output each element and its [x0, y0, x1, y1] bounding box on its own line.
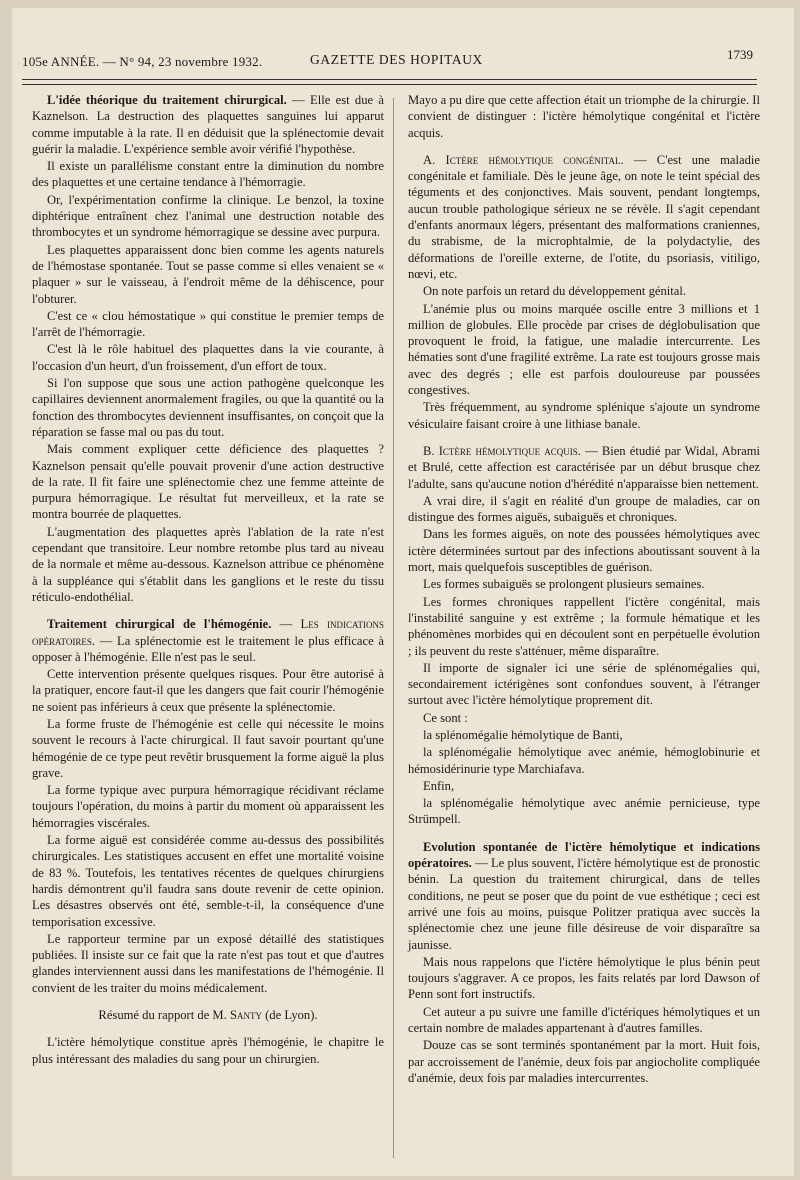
paragraph-text: La forme typique avec purpura hémorragique récidivant réclame toujours l'opération, du moins à partir du moment où apparaissent les hémorragies viscérales. — [32, 783, 384, 830]
paragraph — [408, 660, 760, 709]
paragraph-text: Le rapporteur termine par un exposé détaillé des statistiques publiées. Il insiste sur ce fait que la rate n'est pas tout et que d'autres glandes interviennent aussi dans les manifestations de l'hémogénie. Il convient de les traiter du moins médicalement. — [32, 931, 384, 995]
paragraph — [408, 283, 760, 299]
paragraph-tail: — Bien étudié par Widal, Abrami et Brulé, cette affection est caractérisée par un début brusque chez l'adulte, sans qu'aucune notion d'hérédité n'apparaisse bien nettement. — [408, 443, 761, 491]
right-column — [408, 92, 760, 1087]
paragraph-lead: Evolution spontanée de l'ictère hémolytique et indications opératoires. — [408, 839, 760, 871]
paragraph-text: On note parfois un retard du développement génital. — [423, 284, 686, 299]
paragraph-label: B. — [423, 443, 439, 458]
paragraph — [408, 839, 760, 953]
paragraph-text: Cet auteur a pu suivre une famille d'ictériques hémolytiques et un certain nombre de malades appartenant à d'autres familles. — [408, 1004, 760, 1036]
journal-title: GAZETTE DES HOPITAUX — [310, 52, 483, 67]
page-number: 1739 — [727, 47, 753, 62]
paragraph-text: Les formes subaiguës se prolongent plusieurs semaines. — [423, 577, 705, 592]
paragraph-text: la splénomégalie hémolytique avec anémie, hémoglobinurie et hémosidérinurie type Marchiafava. — [408, 745, 760, 776]
paragraph-text: A vrai dire, il s'agit en réalité d'un groupe de maladies, car on distingue des formes aiguës, subaiguës et chroniques. — [408, 493, 760, 525]
paragraph-text: la splénomégalie hémolytique de Banti, — [423, 727, 623, 742]
paragraph — [32, 441, 384, 522]
paragraph — [408, 576, 760, 592]
paragraph — [32, 524, 384, 605]
paragraph-lead: Traitement chirurgical de l'hémogénie. — [47, 617, 272, 632]
header-rule-thick — [22, 79, 757, 80]
paragraph-tail: (de Lyon). — [261, 1008, 318, 1023]
paragraph — [408, 744, 760, 777]
paragraph-text: Si l'on suppose que sous une action pathogène quelconque les capillaires deviennent anormalement fragiles, ou que la quantité ou la fonction des thrombocytes deviennent insuffisantes, on conçoit que la réparation se fasse mal ou pas du tout. — [32, 376, 384, 439]
paragraph-label: A. — [423, 152, 446, 167]
paragraph-text: Cette intervention présente quelques risques. Pour être autorisé à la pratiquer, encore faut-il que les dangers que fait courir l'hémogénie ne soient pas inférieurs à ceux que présente la splénectomie. — [32, 667, 384, 714]
paragraph — [32, 341, 384, 374]
page-header — [22, 44, 767, 72]
paragraph-text: Très fréquemment, au syndrome splénique s'ajoute un syndrome vésiculaire faisant croire à une lithiase banale. — [408, 400, 760, 431]
small-caps-term: Les indications opératoires. — [32, 617, 384, 648]
paragraph-text: Dans les formes aiguës, on note des poussées hémolytiques avec ictère déterminées surtout par des infections aboutissant souvent à la mort, mais quelquefois susceptibles de guérison. — [408, 527, 760, 575]
paragraph-text: Mais nous rappelons que l'ictère hémolytique le plus bénin peut toujours s'aggraver. A ce propos, les faits relatés par lord Dawson of Penn sont fort instructifs. — [408, 954, 760, 1002]
issue-line: 105e ANNÉE. — N° 94, 23 novembre 1932. — [22, 54, 263, 69]
paragraph — [32, 192, 384, 241]
paragraph — [32, 616, 384, 665]
paragraph — [408, 443, 760, 492]
paragraph — [408, 399, 760, 432]
section-heading — [32, 1007, 384, 1023]
paragraph — [408, 954, 760, 1003]
paragraph-text: Or, l'expérimentation confirme la clinique. Le benzol, la toxine diphtérique entraînent chez l'animal une destruction notable des thrombocytes et un syndrome hémorragique se dessine avec purpura. — [32, 192, 384, 240]
paragraph — [32, 92, 384, 157]
paragraph — [408, 493, 760, 526]
paragraph — [408, 795, 760, 828]
header-rule-thin — [22, 84, 757, 85]
paragraph-text: L'augmentation des plaquettes après l'ablation de la rate n'est cependant que transitoire. Leur nombre retombe plus tard au niveau de la normale et même au-dessous. Kaznelson attribue ce phénomène à la suppléance qui s'établit dans les ganglions et le reste du tissu réticulo-endothélial. — [32, 524, 384, 604]
paragraph-text: Enfin, — [423, 778, 455, 793]
paragraph — [408, 727, 760, 743]
paragraph-text: — Elle est due à Kaznelson. La destruction des plaquettes sanguines lui apparut comme imputable à la rate. Il en déduisit que la splénectomie devait guérir la maladie. L'expérience semble avoir vérifié l'hypothèse. — [32, 93, 384, 156]
paragraph-text: Les formes chroniques rappellent l'ictère congénital, mais l'instabilité sanguine y est extrême ; la formule hématique et les phénomènes morbides qui en découlent sont en perpétuelle évolution ; ils peuvent du reste s'atténuer, même disparaître. — [408, 594, 760, 658]
paragraph — [408, 1004, 760, 1037]
paragraph-lead: Résumé du rapport de M. — [98, 1008, 227, 1023]
paragraph-text: C'est là le rôle habituel des plaquettes dans la vie courante, à l'occasion d'un heurt, d'un froissement, d'un effort de toux. — [32, 342, 384, 373]
paragraph-text: La forme aiguë est considérée comme au-dessus des possibilités chirurgicales. Les statistiques accusent en effet une mortalité voisine de 83 %. Toutefois, les tentatives récentes de quelques chirurgiens hardis démontrent qu'il faudra sans doute revenir de cette opinion. Les désastres observés ont été, semble-t-il, la conséquence d'une temporisation excessive. — [32, 833, 384, 929]
paragraph-text: — — [271, 617, 301, 632]
paragraph-text: Douze cas se sont terminés spontanément par la mort. Huit fois, par accroissement de l'anémie, deux fois par angiocholite compliquée d'anémie, deux fois par maladies intercurrentes. — [408, 1038, 760, 1085]
paragraph — [32, 832, 384, 930]
section-gap — [408, 142, 760, 152]
paragraph-lead: L'idée théorique du traitement chirurgical. — [47, 93, 287, 107]
paragraph — [32, 308, 384, 341]
paragraph-text: L'anémie plus ou moins marquée oscille entre 3 millions et 1 million de globules. Elle procède par crises de déglobulisation que provoquent le froid, la fatigue, une maladie intercurrente. Les hématies sont d'une fragilité extrême. La rate est toujours grosse mais avec des degrés ; elle est parfois douloureuse par poussées congestives. — [408, 301, 760, 398]
paragraph — [408, 1037, 760, 1086]
paragraph — [32, 375, 384, 440]
paragraph — [32, 931, 384, 996]
section-gap — [32, 997, 384, 1007]
left-column — [32, 92, 384, 1068]
column-divider — [393, 98, 394, 1158]
small-caps-term: Ictère hémolytique congénital. — [445, 152, 624, 167]
newspaper-page — [12, 8, 794, 1176]
paragraph — [408, 152, 760, 282]
section-gap — [32, 1024, 384, 1034]
paragraph — [32, 1034, 384, 1067]
small-caps-term: Santy — [226, 1008, 262, 1023]
section-gap — [408, 433, 760, 443]
paragraph-tail: — La splénectomie est le traitement le plus efficace à opposer à l'hémogénie. Elle n'est pas le seul. — [32, 633, 384, 664]
paragraph — [408, 92, 760, 141]
paragraph-text: La forme fruste de l'hémogénie est celle qui nécessite le moins souvent le recours à l'acte chirurgical. Il faut savoir pourtant qu'une hémogénie de ce type peut revêtir brusquement la forme aiguë la plus grave. — [32, 716, 384, 780]
paragraph — [32, 666, 384, 715]
paragraph-text: Il importe de signaler ici une série de splénomégalies qui, secondairement ictérigènes sont confondues souvent, à l'étranger surtout avec l'ictère hémolytique proprement dit. — [408, 660, 760, 708]
paragraph-text: Mayo a pu dire que cette affection était un triomphe de la chirurgie. Il convient de distinguer : l'ictère hémolytique congénital et l'ictère acquis. — [408, 93, 760, 140]
paragraph-text: — Le plus souvent, l'ictère hémolytique est de pronostic bénin. La question du traitement chirurgical, dans de telles conditions, ne peut se poser que du point de vue esthétique ; ceci est arrivé une fois au moins, puisque Politzer pratiqua avec succès la splénectomie chez une jeune fille désireuse de voir disparaître sa jaunisse. — [408, 856, 760, 952]
paragraph-text: Il existe un parallélisme constant entre la diminution du nombre des plaquettes et une certaine tendance à l'hémorragie. — [32, 159, 384, 190]
section-gap — [32, 606, 384, 616]
paragraph-text: Les plaquettes apparaissent donc bien comme les agents naturels de l'hémostase spontanée. Tout se passe comme si elles venaient se « plaquer » sur le vaisseau, à l'endroit même de la déhiscence, pour l'obturer. — [32, 242, 384, 306]
paragraph-text: la splénomégalie hémolytique avec anémie pernicieuse, type Strümpell. — [408, 796, 760, 827]
section-gap — [408, 829, 760, 839]
paragraph — [32, 716, 384, 781]
paragraph — [408, 594, 760, 659]
paragraph — [408, 778, 760, 794]
paragraph — [408, 710, 760, 726]
paragraph — [408, 526, 760, 575]
paragraph-text: Ce sont : — [423, 710, 468, 725]
paragraph — [408, 301, 760, 399]
paragraph — [32, 158, 384, 191]
paragraph-text: C'est ce « clou hémostatique » qui constitue le premier temps de l'arrêt de l'hémorragie. — [32, 308, 384, 340]
paragraph-tail: — C'est une maladie congénitale et familiale. Dès le jeune âge, on note le teint spécial des téguments et des conjonctives. Mais souvent, pendant longtemps, aucun trouble pathologique sérieux ne se révèle. Il s'agit cependant d'enfants anormaux légers, présentant des malformations craniennes, du strabisme, de la microphtalmie, de la polydactylie, des déformations de l'oreille externe, de l'otite, du psoriasis, vitiligo, nœvi, etc. — [408, 152, 760, 281]
paragraph-text: Mais comment expliquer cette déficience des plaquettes ? Kaznelson pensait qu'elle pouvait provenir d'une action destructive de la rate. Il fit faire une splénectomie chez une femme atteinte de purpura hémorragique. Le résultat fut merveilleux, et la rate se montra bourrée de plaquettes. — [32, 442, 384, 522]
paragraph — [32, 242, 384, 307]
paragraph-text: L'ictère hémolytique constitue après l'hémogénie, le chapitre le plus intéressant des maladies du sang pour un chirurgien. — [32, 1035, 384, 1066]
small-caps-term: Ictère hémolytique acquis. — [438, 443, 581, 458]
paragraph — [32, 782, 384, 831]
